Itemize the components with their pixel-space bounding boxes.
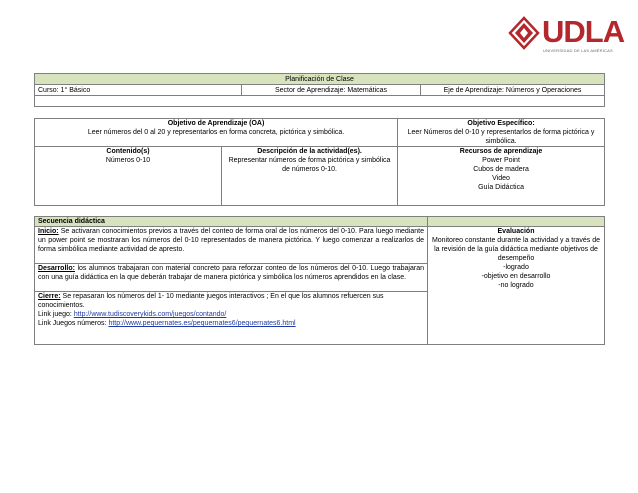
desarrollo-label: Desarrollo: xyxy=(38,265,75,272)
recursos-title: Recursos de aprendizaje xyxy=(459,148,543,155)
contenido-text: Números 0-10 xyxy=(105,157,151,164)
oe-cell xyxy=(398,119,605,147)
oe-title: Objetivo Específico: xyxy=(467,120,535,127)
sector-cell: Sector de Aprendizaje: Matemáticas xyxy=(242,85,421,96)
link-juego-label: Link juego: xyxy=(38,311,74,318)
descripcion-cell xyxy=(222,147,398,206)
evaluacion-text: Monitoreo constante durante la actividad y a través de la revisión de la guía didáctica mediante objetivos de desempeño xyxy=(431,237,601,262)
secuencia-title: Secuencia didáctica xyxy=(35,217,428,227)
header-table xyxy=(34,73,605,107)
secuencia-title-filler xyxy=(428,217,605,227)
recurso-item: Power Point xyxy=(482,157,520,164)
link-juegos-numeros[interactable]: http://www.pequernates.es/pequernates6/pequernates6.html xyxy=(108,320,296,327)
oa-text: Leer números del 0 al 20 y representarlos en forma concreta, pictórica y simbólica. xyxy=(87,129,345,136)
cierre-cell xyxy=(35,292,428,345)
recursos-cell xyxy=(398,147,605,206)
sequence-table xyxy=(34,216,605,345)
cierre-text: Se repasaran los números del 1- 10 mediante juegos interactivos ; En el que los alumnos refuercen sus conocimientos. xyxy=(38,293,384,309)
evaluacion-item: -objetivo en desarrollo xyxy=(481,273,551,280)
oe-text: Leer Números del 0-10 y representarlos de forma pictórica y simbólica. xyxy=(407,129,595,145)
inicio-text: Se activaran conocimientos previos a través del conteo de forma oral de los números del 0-10. Para luego mediante un power point se mostraran los números del 0-10 representados de manera pictórica. Y luego comenzar a realizarlos de forma simbólica mediante actividad de apresto. xyxy=(38,228,424,253)
inicio-cell xyxy=(35,227,428,264)
recurso-item: Cubos de madera xyxy=(473,166,529,173)
logo-text: UDLA xyxy=(542,14,625,49)
oa-cell xyxy=(35,119,398,147)
cierre-label: Cierre: xyxy=(38,293,61,300)
contenido-title: Contenido(s) xyxy=(106,148,150,155)
link-juego[interactable]: http://www.tudiscoverykids.com/juegos/contando/ xyxy=(73,311,227,318)
contenido-cell xyxy=(35,147,222,206)
oa-title: Objetivo de Aprendizaje (OA) xyxy=(167,120,265,127)
evaluacion-cell xyxy=(428,227,605,345)
evaluacion-item: -no logrado xyxy=(498,282,534,289)
eje-cell: Eje de Aprendizaje: Números y Operaciones xyxy=(421,85,605,96)
desarrollo-text: los alumnos trabajaran con material concreto para reforzar conteo de los números del 0-10. Luego trabajaran con una guía didáctica en la que deberán trabajar de manera pictórica y simbólica los números aprendidos en la clase. xyxy=(38,265,424,281)
desarrollo-cell xyxy=(35,264,428,292)
descripcion-text: Representar números de forma pictórica y simbólica de números 0-10. xyxy=(228,157,391,173)
udla-logo xyxy=(507,14,625,53)
evaluacion-title: Evaluación xyxy=(497,228,535,235)
curso-cell: Curso: 1° Básico xyxy=(35,85,242,96)
udla-emblem-icon xyxy=(507,16,541,50)
page-title: Planificación de Clase xyxy=(35,74,605,85)
logo-subtitle: UNIVERSIDAD DE LAS AMÉRICAS xyxy=(543,48,613,53)
empty-row xyxy=(35,96,605,107)
descripcion-title: Descripción de la actividad(es). xyxy=(257,148,362,155)
recurso-item: Guía Didáctica xyxy=(478,184,524,191)
objectives-table xyxy=(34,118,605,206)
inicio-label: Inicio: xyxy=(38,228,59,235)
recurso-item: Video xyxy=(492,175,510,182)
link-numeros-label: Link Juegos números: xyxy=(38,320,109,327)
evaluacion-item: -logrado xyxy=(503,264,529,271)
